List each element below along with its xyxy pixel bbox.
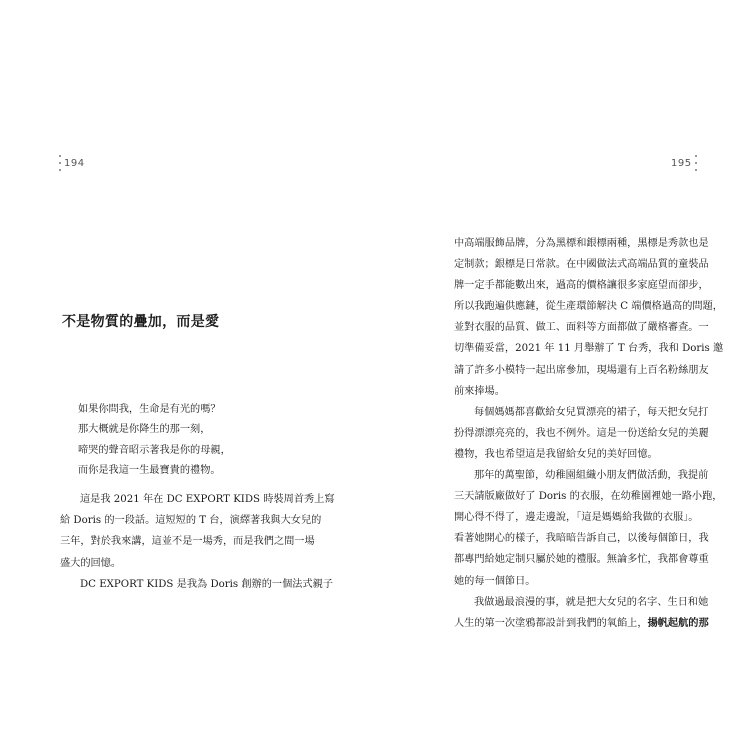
text-line: 三天請版廠做好了 Doris 的衣服，在幼稚園裡她一路小跑， [454, 491, 723, 503]
text-line: 禮物，我也希望這是我留給女兒的美好回憶。 [454, 448, 658, 460]
text-line: 我做過最浪漫的事，就是把大女兒的名字、生日和她 [474, 596, 709, 608]
text-line: 牌一定手都能數出來，過高的價格讓很多家庭望而卻步， [454, 280, 709, 292]
text-line: 那年的萬聖節，幼稚園組織小朋友們做活動，我提前 [474, 470, 709, 482]
chapter-heading: 不是物質的疊加，而是愛 [62, 314, 220, 330]
text-line: 都專門給她定制只屬於她的禮服。無論多忙，我都會尊重 [454, 554, 709, 566]
text-line: DC EXPORT KIDS 是我為 Doris 創辦的一個法式親子 [80, 578, 334, 590]
poem-line: 而你是我這一生最寶貴的禮物。 [78, 465, 221, 477]
poem-line: 如果你問我，生命是有光的嗎？ [78, 404, 221, 415]
text-line: 前來捧場。 [454, 385, 505, 397]
text-line: 她的每一個節日。 [454, 575, 536, 587]
text-line: 開心得不得了，邊走邊說，「這是媽媽給我做的衣服」。 [454, 512, 699, 524]
text-line: 所以我跑遍供應鏈，從生產環節解決 C 端價格過高的問題， [454, 301, 723, 313]
page-number-text: 195 [671, 157, 692, 169]
poem-line: 啼哭的聲音昭示著我是你的母親， [78, 444, 231, 456]
text-line: 每個媽媽都喜歡給女兒買漂亮的裙子，每天把女兒打 [474, 406, 709, 418]
page-number-left [56, 155, 85, 171]
page-number-text: 194 [64, 157, 85, 169]
poem-block [78, 400, 231, 482]
text-line: 這是我 2021 年在 DC EXPORT KIDS 時裝周首秀上寫 [80, 494, 335, 505]
text-run: 人生的第一次塗鴉都設計到我們的氧餡上， [454, 617, 648, 629]
text-line: 給 Doris 的一段話。這短短的 T 台，演繹著我與大女兒的 [60, 515, 322, 527]
text-line: 並對衣服的品質、做工、面料等方面都做了嚴格審查。一 [454, 322, 709, 334]
text-line: 三年，對於我來講，這並不是一場秀，而是我們之間一場 [60, 536, 315, 548]
body-text-left [60, 489, 335, 595]
highlighted-text: 揚帆起航的那 [647, 616, 709, 629]
right-page [375, 0, 750, 750]
text-line: 扮得漂漂亮亮的，我也不例外。這是一份送給女兒的美麗 [454, 427, 709, 439]
text-line: 定制款；銀標是日常款。在中國做法式高端品質的童裝品 [454, 259, 709, 271]
text-line: 切準備妥當，2021 年 11 月舉辦了 T 台秀，我和 Doris 邀 [454, 343, 724, 355]
page-number-rule-icon [695, 155, 697, 171]
text-line: 看著她開心的樣子，我暗暗告訴自己，以後每個節日，我 [454, 533, 709, 545]
page-number-rule-icon [59, 155, 61, 171]
text-line-last [454, 613, 708, 634]
text-line: 盛大的回憶。 [60, 557, 122, 569]
text-line: 請了許多小模特一起出席參加，現場還有上百名粉絲朋友 [454, 364, 709, 376]
text-line: 中高端服飾品牌，分為黑標和銀標兩種，黑標是秀款也是 [454, 238, 709, 249]
body-text-right [454, 233, 724, 634]
page-number-right [671, 155, 700, 171]
poem-line: 那大概就是你降生的那一刻， [78, 424, 211, 436]
